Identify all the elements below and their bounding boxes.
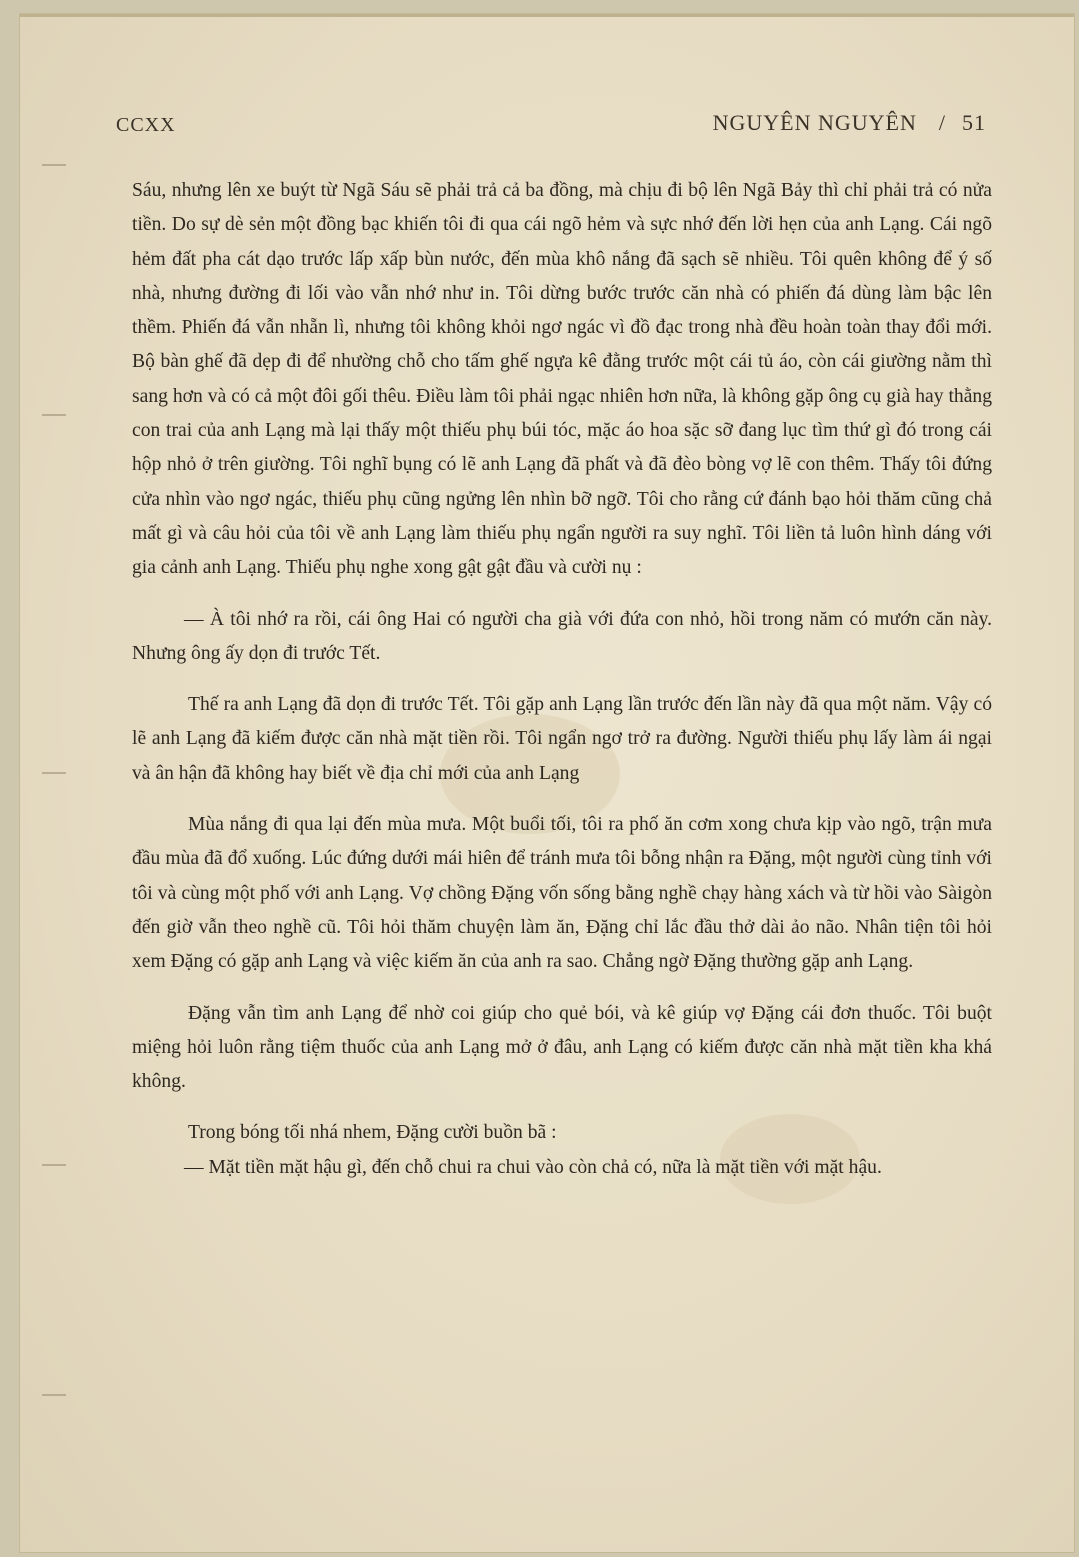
dialogue-paragraph: — Mặt tiền mặt hậu gì, đến chỗ chui ra chui vào còn chả có, nữa là mặt tiền với mặt hậu.: [184, 1156, 882, 1178]
margin-mark: [42, 164, 66, 166]
margin-mark: [42, 414, 66, 416]
page-top-edge: [20, 14, 1074, 17]
book-page: [20, 14, 1074, 1552]
page-body: [132, 174, 992, 1185]
margin-mark: [42, 1394, 66, 1396]
margin-mark: [42, 772, 66, 774]
paragraph: Thế ra anh Lạng đã dọn đi trước Tết. Tôi gặp anh Lạng lần trước đến lần này đã qua một năm. Vậy có lẽ anh Lạng đã kiếm được căn nhà mặt tiền rồi. Tôi ngẩn ngơ trở ra đường. Người thiếu phụ lấy làm ái ngại và ân hận đã không hay biết về địa chỉ mới của anh Lạng: [132, 694, 992, 784]
page-header: [116, 106, 986, 142]
dialogue-paragraph: — À tôi nhớ ra rồi, cái ông Hai có người cha già với đứa con nhỏ, hồi trong năm có mướn căn này. Nhưng ông ấy dọn đi trước Tết.: [132, 608, 992, 664]
page-number: 51: [962, 110, 986, 135]
margin-mark: [42, 1164, 66, 1166]
header-running-title: [713, 110, 986, 136]
paragraph: Đặng vẫn tìm anh Lạng để nhờ coi giúp cho quẻ bói, và kê giúp vợ Đặng cái đơn thuốc. Tôi buột miệng hỏi luôn rằng tiệm thuốc của anh Lạng mở ở đâu, anh Lạng có kiếm được căn nhà mặt tiền kha khá không.: [132, 1002, 992, 1093]
header-separator: /: [938, 110, 946, 135]
paragraph: Trong bóng tối nhá nhem, Đặng cười buồn bã :: [188, 1122, 557, 1144]
header-section-code: CCXX: [116, 114, 176, 136]
paragraph: Mùa nắng đi qua lại đến mùa mưa. Một buổi tối, tôi ra phố ăn cơm xong chưa kịp vào ngõ, trận mưa đầu mùa đã đổ xuống. Lúc đứng dưới mái hiên để tránh mưa tôi bỗng nhận ra Đặng, một người cùng tỉnh với tôi và cùng một phố với anh Lạng. Vợ chồng Đặng vốn sống bằng nghề chạy hàng xách và từ hồi vào Sàigòn đến giờ vẫn theo nghề cũ. Tôi hỏi thăm chuyện làm ăn, Đặng chỉ lắc đầu thở dài ảo não. Nhân tiện tôi hỏi xem Đặng có gặp anh Lạng và việc kiếm ăn của anh ra sao. Chẳng ngờ Đặng thường gặp anh Lạng.: [132, 814, 992, 973]
header-author: NGUYÊN NGUYÊN: [712, 110, 917, 135]
paragraph: Sáu, nhưng lên xe buýt từ Ngã Sáu sẽ phải trả cả ba đồng, mà chịu đi bộ lên Ngã Bảy thì chỉ phải trả có nửa tiền. Do sự dè sẻn một đồng bạc khiến tôi đi qua cái ngõ hẻm và sực nhớ đến lời hẹn của anh Lạng. Cái ngõ hẻm đất pha cát dạo trước lấp xấp bùn nước, đến mùa khô nắng đã sạch sẽ nhiều. Tôi quên không để ý số nhà, nhưng đường đi lối vào vẫn nhớ như in. Tôi dừng bước trước căn nhà có phiến đá dùng làm bậc lên thềm. Phiến đá vẫn nhẵn lì, nhưng tôi không khỏi ngơ ngác vì đồ đạc trong nhà đều hoàn toàn thay đổi mới. Bộ bàn ghế đã dẹp đi để nhường chỗ cho tấm ghế ngựa kê đằng trước một cái tủ áo, còn cái giường nằm thì sang hơn và có cả một đôi gối thêu. Điều làm tôi phải ngạc nhiên hơn nữa, là không gặp ông cụ già hay thằng con trai của anh Lạng mà lại thấy một thiếu phụ búi tóc, mặc áo hoa sặc sỡ đang lục tìm thứ gì đó trong cái hộp nhỏ ở trên giường. Tôi nghĩ bụng có lẽ anh Lạng đã phất và đã đèo bòng vợ lẽ con thêm. Thấy tôi đứng cửa nhìn vào ngơ ngác, thiếu phụ cũng ngửng lên nhìn bỡ ngỡ. Tôi cho rằng cứ đánh bạo hỏi thăm cũng chả mất gì và câu hỏi của tôi về anh Lạng làm thiếu phụ ngẩn người ra suy nghĩ. Tôi liền tả luôn hình dáng với gia cảnh anh Lạng. Thiếu phụ nghe xong gật gật đầu và cười nụ :: [132, 180, 992, 579]
